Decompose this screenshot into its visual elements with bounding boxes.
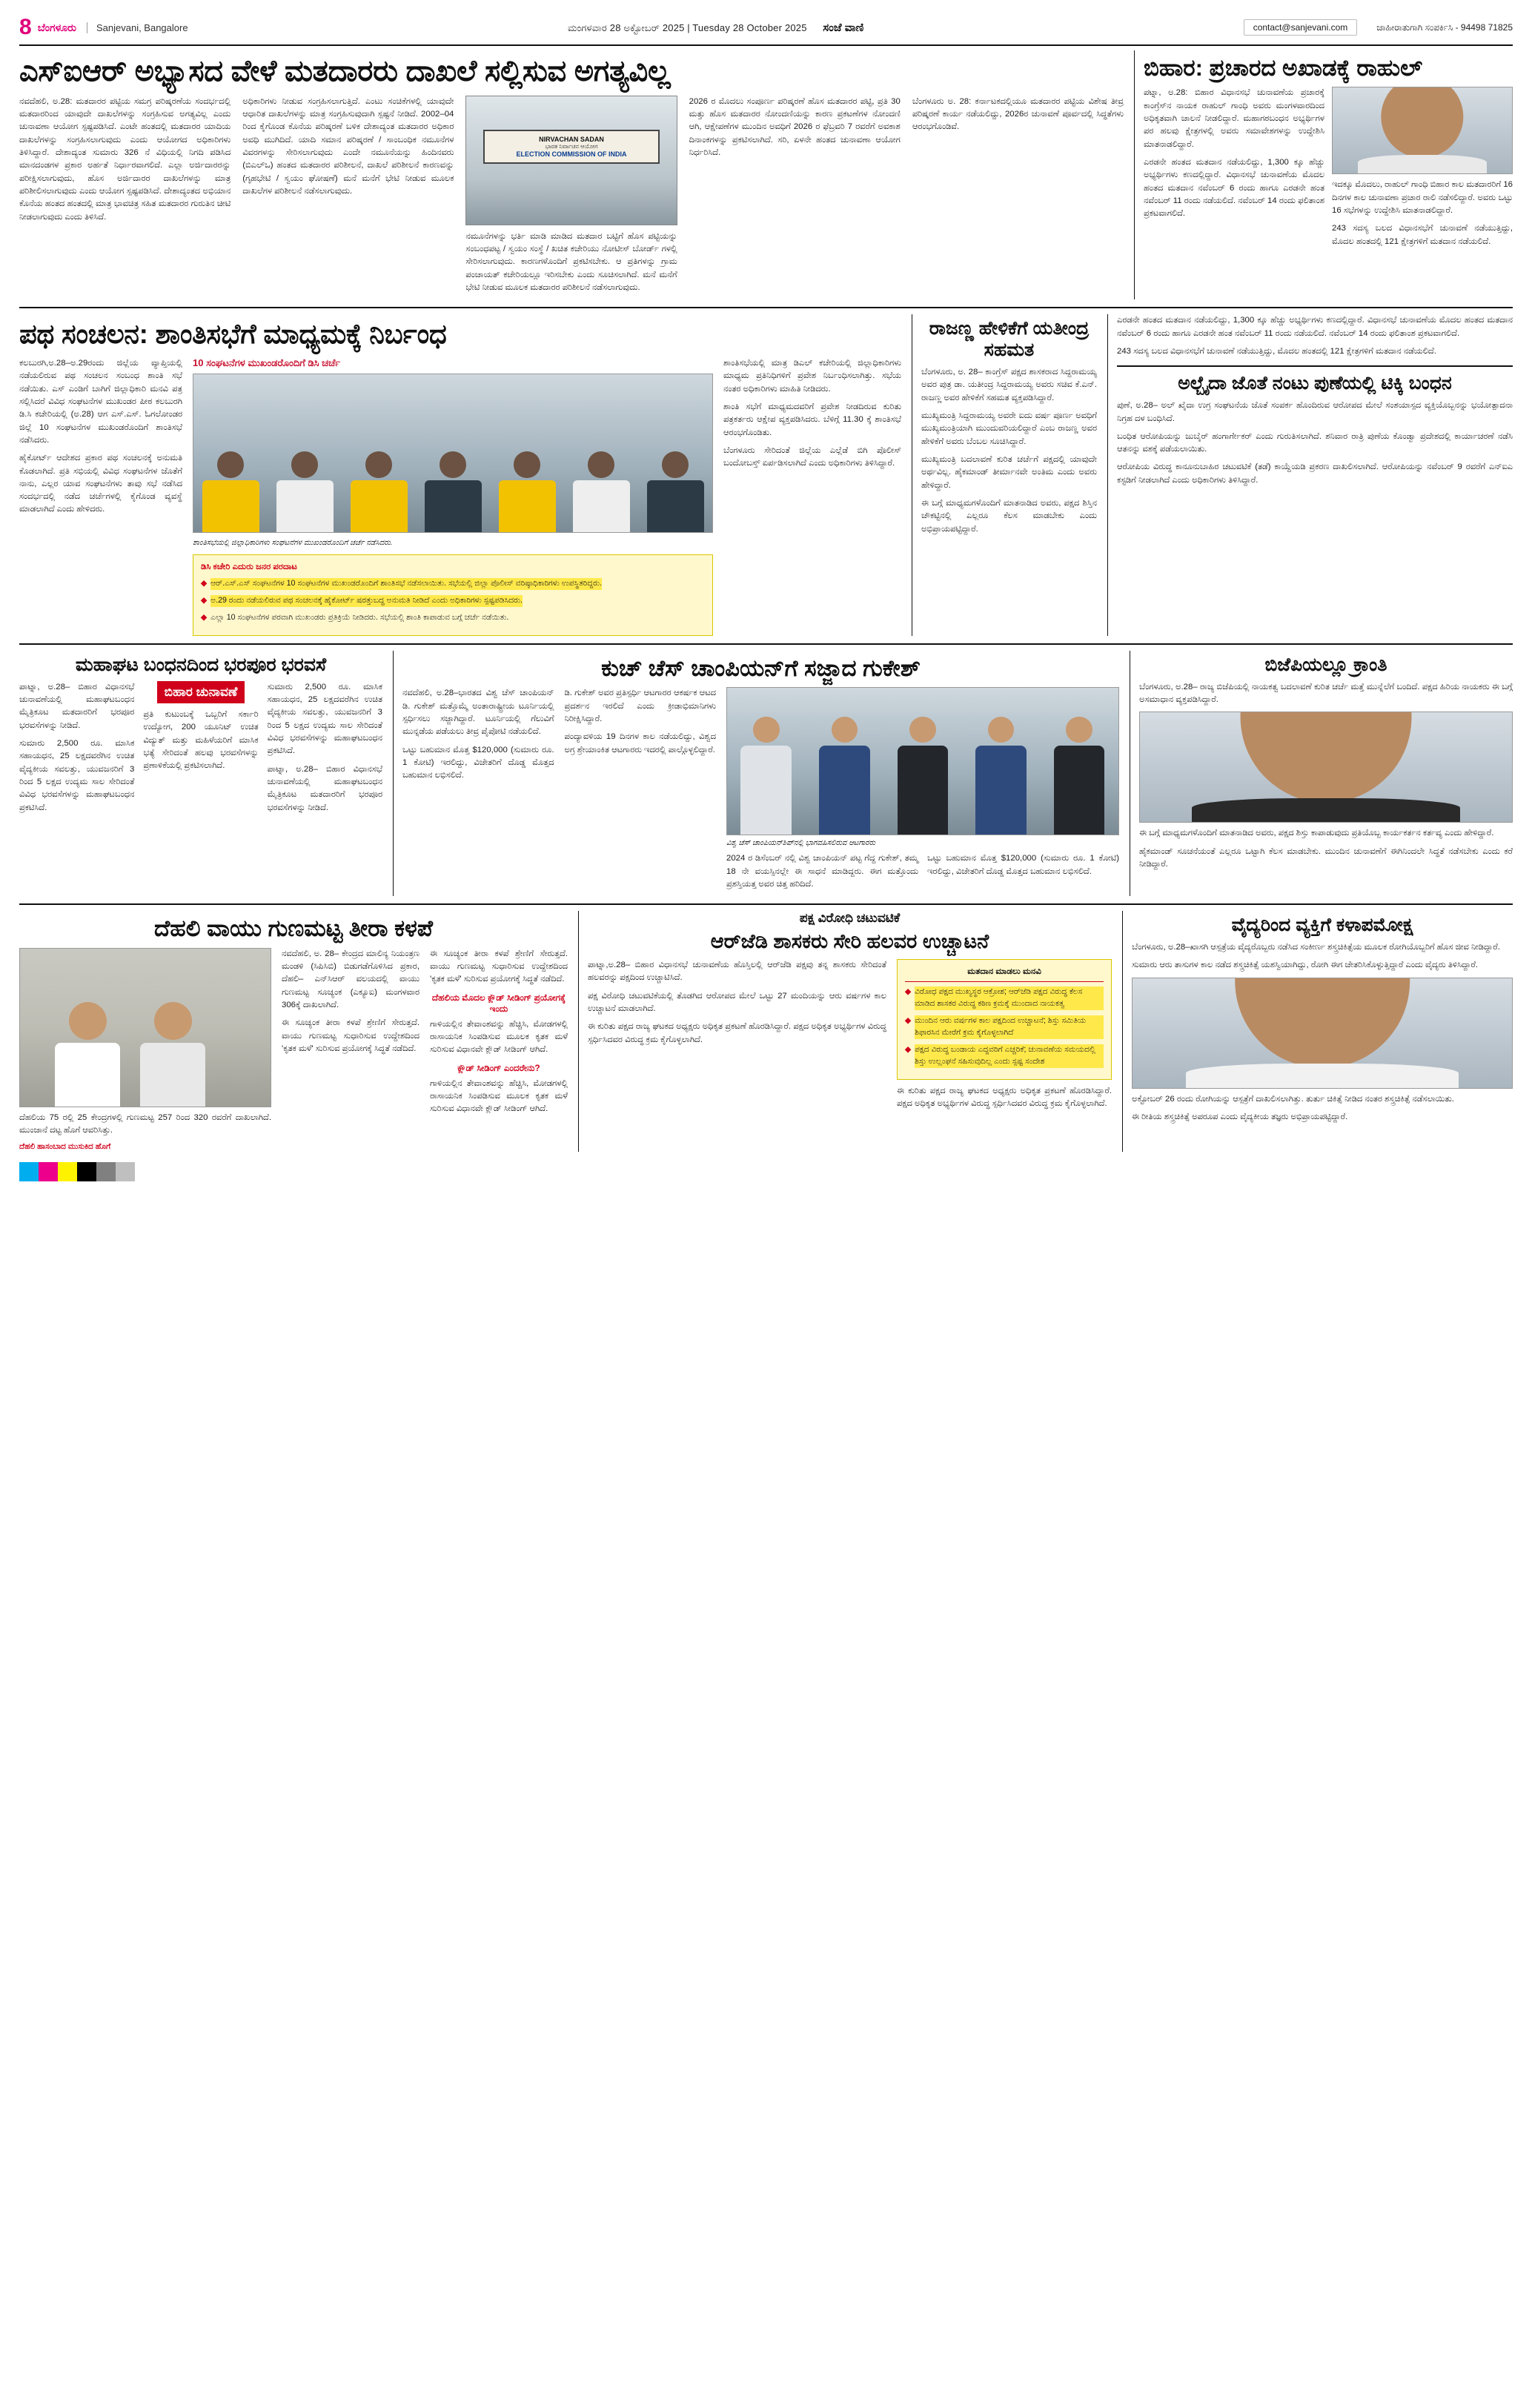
opp-col-1: ಪಾಟ್ನಾ,ಅ.28– ಬಿಹಾರ ವಿಧಾನಸಭೆ ಚುನಾವಣೆಯ ಹೊಸ್ತಿಲಲ್ಲಿ ಆರ್‌ಜೆಡಿ ಪಕ್ಷವು ತನ್ನ ಶಾಸಕರು ಸೇರಿದಂತೆ ಹಲವರನ್ನು ಪಕ್ಷದಿಂದ ಉಚ್ಚಾಟಿಸಿದೆ. ಪಕ್ಷ ವಿರೋಧಿ ಚಟುವಟಿಕೆಯಲ್ಲಿ ತೊಡಗಿದ ಆರೋಪದ ಮೇಲೆ ಒಟ್ಟು 27 ಮಂದಿಯನ್ನು ಆರು ವರ್ಷಗಳ ಕಾಲ ಉಚ್ಚಾಟನೆ ಮಾಡಲಾಗಿದೆ. ಈ ಕುರಿತು ಪಕ್ಷದ ರಾಜ್ಯ ಘಟಕದ ಅಧ್ಯಕ್ಷರು ಅಧಿಕೃತ ಪ್ರಕಟಣೆ ಹೊರಡಿಸಿದ್ದಾರೆ. ಪಕ್ಷದ ಅಧಿಕೃತ ಅಭ್ಯರ್ಥಿಗಳ ವಿರುದ್ಧ ಸ್ಪರ್ಧಿಸಿದವರ ವಿರುದ್ಧ ಕ್ರಮ ಕೈಗೊಳ್ಳಲಾಗಿದೆ. — [588, 961, 886, 1044]
lead-col-1: ನವದೆಹಲಿ, ಅ.28: ಮತದಾರರ ಪಟ್ಟಿಯ ಸಮಗ್ರ ಪರಿಷ್ಕರಣೆಯ ಸಂದರ್ಭದಲ್ಲಿ ಮತದಾರರಿಂದ ಯಾವುದೇ ದಾಖಲೆಗಳನ್ನು ಸಂಗ್ರಹಿಸುವ ಅಗತ್ಯವಿಲ್ಲ ಎಂದು ಚುನಾವಣಾ ಆಯೋಗ ಸ್ಪಷ್ಟಪಡಿಸಿದೆ. ಎಂಟೇ ಹಂತದಲ್ಲಿ ಮತದಾರರ ಯಾದಿಯ ದಾಖಲೆಗಳನ್ನು ಸಂಗ್ರಹಿಸಲಾಗುವುದು ಎಂದು ಆಯೋಗದ ಅಧಿಕಾರಿಗಳು ತಿಳಿಸಿದ್ದಾರೆ. ದೇಶಾದ್ಯಂತ ಸುಮಾರು 326 ನೆ ವಿಧಿಯಲ್ಲಿ ನಿಗದಿ ಪಡಿಸಿದ ಮಾನದಂಡಗಳ ಪ್ರಕಾರ ಅರ್ಹತೆ ನಿರ್ಧಾರವಾಗಲಿದೆ. ಎಲ್ಲಾ ಅರ್ಜಿದಾರರನ್ನು ಪರೀಕ್ಷಿಸಲಾಗುವುದು, ಹೊಸ ಅರ್ಜಿದಾರರ ದಾಖಲೆಗಳನ್ನು ಮಾತ್ರ ಪರಿಶೀಲಿಸಲಾಗುವುದು ಎಂದು ಆಯೋಗ ಸ್ಪಷ್ಟಪಡಿಸಿದೆ. ದೇಶಾದ್ಯಂತದ ಅಭಿಯಾನ ಕೊನೆಯ ಹಂತದ ಹಂತದಲ್ಲಿ ಮಾತ್ರ ಭಾವಚಿತ್ರ ಸಹಿತ ಮತದಾರರ ಗುರುತಿನ ಚೀಟಿ ನೀಡಲಾಗುವುದು ಎಂದು ತಿಳಿಸಿದೆ. — [19, 96, 231, 222]
infobox-bullet-text: ಆರ್.ಎಸ್.ಎಸ್ ಸಂಘಟನೆಗಳ 10 ಸಂಘಟನೆಗಳ ಮುಖಂಡರೊಂದಿಗೆ ಶಾಂತಿಸಭೆ ನಡೆಸಲಾಯಿತು. ಸಭೆಯಲ್ಲಿ ಜಿಲ್ಲಾ ಪೊಲೀಸ್ ವರಿಷ್ಠಾಧಿಕಾರಿಗಳು ಉಪಸ್ಥಿತರಿದ್ದರು. — [210, 578, 602, 590]
infobox-bullet-text: ಎಲ್ಲಾ 10 ಸಂಘಟನೆಗಳ ಪರವಾಗಿ ಮುಖಂಡರು ಪ್ರತಿಕ್ರಿಯೆ ನೀಡಿದರು. ಸಭೆಯಲ್ಲಿ ಶಾಂತಿ ಕಾಪಾಡುವ ಬಗ್ಗೆ ಚರ್ಚೆ ನಡೆಯಿತು. — [210, 613, 509, 623]
masthead-date-english: Tuesday 28 October 2025 — [692, 21, 807, 33]
delhi-air-story — [19, 911, 568, 1152]
bullet-marker-icon: ◆ — [201, 596, 208, 606]
bihar-rahul-col-1: ಪಟ್ನಾ, ಅ.28: ಬಿಹಾರ ವಿಧಾನಸಭೆ ಚುನಾವಣೆಯ ಪ್ರಚಾರಕ್ಕೆ ಕಾಂಗ್ರೆಸ್‌ನ ನಾಯಕ ರಾಹುಲ್ ಗಾಂಧಿ ಅವರು ಮಂಗಳವಾರದಿಂದ ಅಧಿಕೃತವಾಗಿ ಚಾಲನೆ ನೀಡಲಿದ್ದಾರೆ. ಮಹಾಗಠಬಂಧನ ಅಭ್ಯರ್ಥಿಗಳ ಪರ ಹಲವು ಕ್ಷೇತ್ರಗಳಲ್ಲಿ ಅವರು ಸಮಾವೇಶಗಳನ್ನು ಉದ್ದೇಶಿಸಿ ಮಾತನಾಡಲಿದ್ದಾರೆ. ಎರಡನೇ ಹಂತದ ಮತದಾನ ನಡೆಯಲಿದ್ದು, 1,300 ಕ್ಕೂ ಹೆಚ್ಚು ಅಭ್ಯರ್ಥಿಗಳು ಕಣದಲ್ಲಿದ್ದಾರೆ. ವಿಧಾನಸಭೆ ಚುನಾವಣೆಯ ಮೊದಲ ಹಂತದ ಮತದಾನ ನವೆಂಬರ್ 6 ರಂದು ಹಾಗೂ ಎರಡನೇ ಹಂತ ನವೆಂಬರ್ 11 ರಂದು ನಡೆಯಲಿದೆ. ನವೆಂಬರ್ 14 ರಂದು ಫಲಿತಾಂಶ ಪ್ರಕಟವಾಗಲಿದೆ. — [1144, 88, 1324, 219]
eci-sign-line1: NIRVACHAN SADAN — [539, 135, 604, 143]
alvida-headline: ಅಲ್ಬೈದಾ ಜೊತೆ ನಂಟು ಪುಣೆಯಲ್ಲಿ ಟಿಕ್ಕಿ ಬಂಧನ — [1178, 373, 1452, 394]
traffic-col-3: ಶಾಂತಿಸಭೆಯಲ್ಲಿ ಮಾತ್ರ ಡಿಎಲ್ ಕಚೇರಿಯಲ್ಲಿ ಜಿಲ್ಲಾಧಿಕಾರಿಗಳು ಮಾಧ್ಯಮ ಪ್ರತಿನಿಧಿಗಳಿಗೆ ಪ್ರವೇಶ ನಿರ್ಬಂಧಿಸಲಾಗಿತ್ತು. ಸಭೆಯ ನಂತರ ಅಧಿಕಾರಿಗಳು ಮಾಹಿತಿ ನೀಡಿದರು. ಶಾಂತಿ ಸಭೆಗೆ ಮಾಧ್ಯಮದವರಿಗೆ ಪ್ರವೇಶ ನೀಡದಿರುವ ಕುರಿತು ಪತ್ರಕರ್ತರು ಆಕ್ಷೇಪ ವ್ಯಕ್ತಪಡಿಸಿದರು. ಬೆಳಿಗ್ಗೆ 11.30 ಕ್ಕೆ ಶಾಂತಿಸಭೆ ಆರಂಭಗೊಂಡಿತು. ಬೆಂಗಳೂರು ಸೇರಿದಂತೆ ಜಿಲ್ಲೆಯ ಎಲ್ಲೆಡೆ ಬಿಗಿ ಪೊಲೀಸ್ ಬಂದೋಬಸ್ತ್ ಏರ್ಪಡಿಸಲಾಗಿದೆ ಎಂದು ಅಧಿಕಾರಿಗಳು ತಿಳಿಸಿದ್ದಾರೆ. — [723, 358, 901, 468]
delhi-air-headline: ದೆಹಲಿ ವಾಯು ಗುಣಮಟ್ಟ ತೀರಾ ಕಳಪೆ — [153, 915, 433, 942]
opposition-headline: ಆರ್‌ಜೆಡಿ ಶಾಸಕರು ಸೇರಿ ಹಲವರ ಉಚ್ಚಾಟನೆ — [710, 930, 989, 953]
chess-players-photo — [726, 687, 1119, 835]
doctor-headline: ವೈದ್ಯರಿಂದ ವ್ಯಕ್ತಿಗೆ ಕಳಾಪಮೋಕ್ಷ — [1231, 915, 1413, 936]
chess-photo-col: ವಿಶ್ವ ಚೆಸ್ ಚಾಂಪಿಯನ್‌ಶಿಪ್‌ನಲ್ಲಿ ಭಾಗವಹಿಸಲಿರುವ ಆಟಗಾರರು 2024 ರ ಡಿಸೆಂಬರ್ ನಲ್ಲಿ ವಿಶ್ವ ಚಾಂಪಿಯನ್ ಪಟ್ಟ ಗೆದ್ದ ಗುಕೇಶ್, ತಮ್ಮ 18 ನೇ ವಯಸ್ಸಿನಲ್ಲೇ ಈ ಸಾಧನೆ ಮಾಡಿದ್ದರು. ಈಗ ಮತ್ತೊಂದು ಪ್ರಶಸ್ತಿಯತ್ತ ಅವರ ಚಿತ್ತ ಹರಿದಿದೆ. ಒಟ್ಟು ಬಹುಮಾನ ಮೊತ್ತ $120,000 (ಸುಮಾರು ರೂ. 1 ಕೋಟಿ) ಇರಲಿದ್ದು, ವಿಜೇತರಿಗೆ ದೊಡ್ಡ ಮೊತ್ತದ ಬಹುಮಾನ ಲಭಿಸಲಿದೆ. — [726, 687, 1119, 896]
color-swatch-cyan — [19, 1162, 39, 1181]
chess-story — [393, 651, 1119, 896]
doctor-portrait — [1132, 978, 1513, 1089]
infobox-bullet — [201, 578, 705, 590]
bjp-body-1: ಬೆಂಗಳೂರು, ಅ.28– ರಾಜ್ಯ ಬಿಜೆಪಿಯಲ್ಲಿ ನಾಯಕತ್ವ ಬದಲಾವಣೆ ಕುರಿತ ಚರ್ಚೆ ಮತ್ತೆ ಮುನ್ನೆಲೆಗೆ ಬಂದಿದೆ. ಪಕ್ಷದ ಹಿರಿಯ ನಾಯಕರು ಈ ಬಗ್ಗೆ ಅಸಮಾಧಾನ ವ್ಯಕ್ತಪಡಿಸಿದ್ದಾರೆ. — [1139, 682, 1513, 705]
eci-sign-line2: ಭಾರತ ನಿರ್ವಾಚನ ಆಯೋಗ — [545, 142, 598, 150]
infobox-title: ಡಿಸಿ ಕಚೇರಿ ಎದುರು ಜನರ ಪರದಾಟ — [201, 563, 297, 572]
shanti-sabha-photo — [193, 374, 713, 533]
opp-box-bullet — [905, 1044, 1104, 1068]
lead-headline: ಎಸ್‌ಐಆರ್ ಅಭ್ಯಾಸದ ವೇಳೆ ಮತದಾರರು ದಾಖಲೆ ಸಲ್ಲಿಸುವ ಅಗತ್ಯವಿಲ್ಲ — [19, 55, 671, 87]
rahul-gandhi-portrait — [1332, 87, 1513, 174]
opp-box-bullet-text: ವಿರೋಧ ಪಕ್ಷದ ಮುಖ್ಯಸ್ಥರ ಆಕ್ರೋಶ; ಆರ್‌ಜೆಡಿ ಪಕ್ಷದ ವಿರುದ್ಧ ಕೆಲಸ ಮಾಡಿದ ಶಾಸಕರ ವಿರುದ್ಧ ಕಠಿಣ ಕ್ರಮಕ್ಕೆ ಮುಂದಾದ ನಾಯಕತ್ವ — [915, 986, 1104, 1010]
bjp-body-2: ಈ ಬಗ್ಗೆ ಮಾಧ್ಯಮಗಳೊಂದಿಗೆ ಮಾತನಾಡಿದ ಅವರು, ಪಕ್ಷದ ಶಿಸ್ತು ಕಾಪಾಡುವುದು ಪ್ರತಿಯೊಬ್ಬ ಕಾರ್ಯಕರ್ತನ ಕರ್ತವ್ಯ ಎಂದು ಹೇಳಿದ್ದಾರೆ. ಹೈಕಮಾಂಡ್ ಸೂಚನೆಯಂತೆ ಎಲ್ಲರೂ ಒಟ್ಟಾಗಿ ಕೆಲಸ ಮಾಡಬೇಕು. ಮುಂದಿನ ಚುನಾವಣೆಗೆ ಈಗಿನಿಂದಲೇ ಸಿದ್ಧತೆ ನಡೆಸಬೇಕು ಎಂದು ಕರೆ ನೀಡಿದ್ದಾರೆ. — [1139, 829, 1513, 869]
opp-box-title: ಮತದಾನ ಮಾಡಲು ಮನವಿ — [905, 966, 1104, 982]
color-swatch-black — [77, 1162, 96, 1181]
infobox-bullet-text: ಅ.29 ರಂದು ನಡೆಯಲಿರುವ ಪಥ ಸಂಚಲನಕ್ಕೆ ಹೈಕೋರ್ಟ್ ಷರತ್ತುಬದ್ಧ ಅನುಮತಿ ನೀಡಿದೆ ಎಂದು ಅಧಿಕಾರಿಗಳು ಸ್ಪಷ್ಟಪಡಿಸಿದರು. — [210, 595, 523, 607]
maharashtra-story — [19, 651, 382, 896]
color-swatch-gray — [96, 1162, 116, 1181]
chess-headline: ಕುಚ್ ಚೆಸ್ ಚಾಂಪಿಯನ್‌ಗೆ ಸಜ್ಜಾದ ಗುಕೇಶ್ — [601, 654, 921, 681]
lead-col-4: 2026 ರ ಮೊದಲು ಸಂಪೂರ್ಣ ಪರಿಷ್ಕರಣೆ ಹೊಸ ಮತದಾರರ ಪಟ್ಟಿ, ಪ್ರತಿ 30 ಮತ್ತು ಹೊಸ ಮತದಾರರ ನೋಂದಣಿಯನ್ನು ಕಾರಣ ಪ್ರಕಟಣೆಗಳ ನೋಂದಣಿ ಆಗಿ, ಆಕ್ಷೇಪಣೆಗಳ ಮುಂದಿನ ಅವಧಿಗೆ 2026 ರ ಫೆಬ್ರವರಿ 7 ರವರೆಗೆ ಅವಕಾಶ ದಿನಾಂಕಗಳನ್ನು ಪ್ರಕಟಿಸಲಾಗಿದೆ. ಸರಿ, ಏಳನೇ ಹಂತದ ಚುನಾವಣಾ ಆಯೋಗ ನಿರ್ಧರಿಸಿದೆ. — [689, 96, 901, 158]
doctor-story — [1122, 911, 1513, 1152]
color-swatch-yellow — [58, 1162, 77, 1181]
chess-col-1: ನವದೆಹಲಿ, ಅ.28–ಭಾರತದ ವಿಶ್ವ ಚೆಸ್ ಚಾಂಪಿಯನ್ ಡಿ. ಗುಕೇಶ್ ಮತ್ತೊಮ್ಮೆ ಅಂತಾರಾಷ್ಟ್ರೀಯ ಟೂರ್ನಿಯಲ್ಲಿ ಸ್ಪರ್ಧಿಸಲು ಸಜ್ಜಾಗಿದ್ದಾರೆ. ಟೂರ್ನಿಯಲ್ಲಿ ಗೆಲುವಿಗೆ ಮುನ್ನಡೆಯ ಪಡೆಯಲು ತೀವ್ರ ಪೈಪೋಟಿ ನಡೆಯಲಿದೆ. ಒಟ್ಟು ಬಹುಮಾನ ಮೊತ್ತ $120,000 (ಸುಮಾರು ರೂ. 1 ಕೋಟಿ) ಇರಲಿದ್ದು, ವಿಜೇತರಿಗೆ ದೊಡ್ಡ ಮೊತ್ತದ ಬಹುಮಾನ ಲಭಿಸಲಿದೆ. — [402, 689, 554, 780]
lead-col-2: ಅಧಿಕಾರಿಗಳು ನೀಡುವ ಸಂಗ್ರಹಿಸಲಾಗುತ್ತಿದೆ. ಎಂಟು ಸಂಚಿಕೆಗಳಲ್ಲಿ ಯಾವುದೇ ಆಧಾರಿತ ದಾಖಲೆಗಳನ್ನು ಮಾತ್ರ ಸಂಗ್ರಹಿಸುವುದಾಗಿ ಸ್ಪಷ್ಟನೆ ನೀಡಿದೆ. 2002–04 ರಿಂದ ಕೈಗೊಂಡ ಕೊನೆಯ ಪರಿಷ್ಕರಣೆ ಬಳಿಕ ದೇಶಾದ್ಯಂತ ಮತದಾರರ ಅಧಿಕಾರ ಅವಧಿ ಮುಗಿದಿದೆ. ಯಾದಿ ಸಮಾನ ಪರಿಷ್ಕರಣೆ / ಸಾಂಬಂಧಿಕ ನಮೂನೆಗಳ ವಿವರಗಳನ್ನು ಸೇರಿಸಲಾಗುವುದು ಎಂದೇ ನಮೂನೆಯನ್ನು ಹಿಂದಿನವರು (ಬಿಎಲ್‌ಒ) ಹಂತದ ಮತದಾರರ ಪರಿಶೀಲನೆ, ದಾಖಲೆ ಪರಿಶೀಲನೆ ಕಾರಣವನ್ನು (ಗೃಹಭೇಟಿ / ಸ್ವಯಂ ಘೋಷಣೆ) ಮನೆ ಮನೆಗೆ ಭೇಟಿ ನೀಡುವ ಮೂಲಕ ದಾಖಲೆಗಳ ಪರಿಶೀಲನೆ ನಡೆಸಲಾಗುವುದು. — [242, 96, 454, 196]
bjp-headline: ಬಿಜೆಪಿಯಲ್ಲೂ ಕ್ರಾಂತಿ — [1264, 654, 1387, 675]
registration-color-bar — [19, 1162, 1513, 1181]
delhi-air-subhead-1: ದೆಹಲಿಯ ಮೊದಲ ಕ್ಲೌಡ್ ಸೀಡಿಂಗ್ ಪ್ರಯೋಗಕ್ಕೆ ಇಂದು — [431, 992, 566, 1014]
bihar-rahul-headline: ಬಿಹಾರ: ಪ್ರಚಾರದ ಅಖಾಡಕ್ಕೆ ರಾಹುಲ್ — [1144, 55, 1423, 81]
rajanna-story — [912, 314, 1097, 636]
delhi-col-3: ಈ ಸೂಚ್ಯಂಕ ತೀರಾ ಕಳಪೆ ಶ್ರೇಣಿಗೆ ಸೇರುತ್ತದೆ. ವಾಯು ಗುಣಮಟ್ಟ ಸುಧಾರಿಸುವ ಉದ್ದೇಶದಿಂದ 'ಕೃತಕ ಮಳೆ' ಸುರಿಸುವ ಪ್ರಯೋಗಕ್ಕೆ ಸಿದ್ಧತೆ ನಡೆದಿದೆ. ದೆಹಲಿಯ ಮೊದಲ ಕ್ಲೌಡ್ ಸೀಡಿಂಗ್ ಪ್ರಯೋಗಕ್ಕೆ ಇಂದು ಗಾಳಿಯಲ್ಲಿನ ತೇವಾಂಶವನ್ನು ಹೆಚ್ಚಿಸಿ, ಮೋಡಗಳಲ್ಲಿ ರಾಸಾಯನಿಕ ಸಿಂಪಡಿಸುವ ಮೂಲಕ ಕೃತಕ ಮಳೆ ಸುರಿಸುವ ವಿಧಾನವೇ ಕ್ಲೌಡ್ ಸೀಡಿಂಗ್ ಆಗಿದೆ. ಕ್ಲೌಡ್ ಸೀಡಿಂಗ್ ಎಂದರೇನು? ಗಾಳಿಯಲ್ಲಿನ ತೇವಾಂಶವನ್ನು ಹೆಚ್ಚಿಸಿ, ಮೋಡಗಳಲ್ಲಿ ರಾಸಾಯನಿಕ ಸಿಂಪಡಿಸುವ ಮೂಲಕ ಕೃತಕ ಮಳೆ ಸುರಿಸುವ ವಿಧಾನವೇ ಕ್ಲೌಡ್ ಸೀಡಿಂಗ್ ಆಗಿದೆ. — [430, 949, 568, 1114]
maha-col-2: ಬಿಹಾರ ಚುನಾವಣೆ ಪ್ರತಿ ಕುಟುಂಬಕ್ಕೆ ಒಬ್ಬರಿಗೆ ಸರ್ಕಾರಿ ಉದ್ಯೋಗ, 200 ಯೂನಿಟ್ ಉಚಿತ ವಿದ್ಯುತ್ ಮತ್ತು ಮಹಿಳೆಯರಿಗೆ ಮಾಸಿಕ ಭತ್ಯೆ ಸೇರಿದಂತೆ ಹಲವು ಭರವಸೆಗಳನ್ನು ಪ್ರಣಾಳಿಕೆಯಲ್ಲಿ ಪ್ರಕಟಿಸಲಾಗಿದೆ. — [143, 681, 258, 820]
bihar-rahul-continuation: ಎರಡನೇ ಹಂತದ ಮತದಾನ ನಡೆಯಲಿದ್ದು, 1,300 ಕ್ಕೂ ಹೆಚ್ಚು ಅಭ್ಯರ್ಥಿಗಳು ಕಣದಲ್ಲಿದ್ದಾರೆ. ವಿಧಾನಸಭೆ ಚುನಾವಣೆಯ ಮೊದಲ ಹಂತದ ಮತದಾನ ನವೆಂಬರ್ 6 ರಂದು ಹಾಗೂ ಎರಡನೇ ಹಂತ ನವೆಂಬರ್ 11 ರಂದು ನಡೆಯಲಿದೆ. ನವೆಂಬರ್ 14 ರಂದು ಫಲಿತಾಂಶ ಪ್ರಕಟವಾಗಲಿದೆ. 243 ಸದಸ್ಯ ಬಲದ ವಿಧಾನಸಭೆಗೆ ಚುನಾವಣೆ ನಡೆಯುತ್ತಿದ್ದು, ಮೊದಲ ಹಂತದಲ್ಲಿ 121 ಕ್ಷೇತ್ರಗಳಿಗೆ ಮತದಾನ ನಡೆಯಲಿದೆ. — [1117, 316, 1513, 356]
masthead — [19, 16, 1513, 46]
top-section — [19, 50, 1513, 299]
logo-text: ಸಂಜೆ ವಾಣಿ — [823, 21, 864, 34]
right-column-2 — [1107, 314, 1513, 636]
opp-box-col: ಮತದಾನ ಮಾಡಲು ಮನವಿ ◆ ವಿರೋಧ ಪಕ್ಷದ ಮುಖ್ಯಸ್ಥರ ಆಕ್ರೋಶ; ಆರ್‌ಜೆಡಿ ಪಕ್ಷದ ವಿರುದ್ಧ ಕೆಲಸ ಮಾಡಿದ ಶಾಸಕರ ವಿರುದ್ಧ ಕಠಿಣ ಕ್ರಮಕ್ಕೆ ಮುಂದಾದ ನಾಯಕತ್ವ ◆ ಮುಂದಿನ ಆರು ವರ್ಷಗಳ ಕಾಲ ಪಕ್ಷದಿಂದ ಉಚ್ಚಾಟನೆ; ಶಿಸ್ತು ಸಮಿತಿಯ ಶಿಫಾರಸಿನ ಮೇರೆಗೆ ಕ್ರಮ ಕೈಗೊಳ್ಳಲಾಗಿದೆ ◆ ಪಕ್ಷದ ವಿರುದ್ಧ ಬಂಡಾಯ ಎದ್ದವರಿಗೆ ಎಚ್ಚರಿಕೆ; ಚುನಾವಣೆಯ ಸಮಯದಲ್ಲಿ ಶಿಸ್ತು ಉಲ್ಲಂಘನೆ ಸಹಿಸುವುದಿಲ್ಲ ಎಂದು ಸ್ಪಷ್ಟ ಸಂದೇಶ ಈ ಕುರಿತು ಪಕ್ಷದ ರಾಜ್ಯ ಘಟಕದ ಅಧ್ಯಕ್ಷರು ಅಧಿಕೃತ ಪ್ರಕಟಣೆ ಹೊರಡಿಸಿದ್ದಾರೆ. ಪಕ್ಷದ ಅಧಿಕೃತ ಅಭ್ಯರ್ಥಿಗಳ ವಿರುದ್ಧ ಸ್ಪರ್ಧಿಸಿದವರ ವಿರುದ್ಧ ಕ್ರಮ ಕೈಗೊಳ್ಳಲಾಗಿದೆ. — [897, 959, 1112, 1115]
traffic-infobox — [193, 554, 713, 636]
masthead-city: ಬೆಂಗಳೂರು — [37, 21, 76, 33]
opposition-story — [578, 911, 1112, 1152]
shanti-sabha-photo-caption: ಶಾಂತಿಸಭೆಯಲ್ಲಿ ಜಿಲ್ಲಾಧಿಕಾರಿಗಳು ಸಂಘಟನೆಗಳ ಮುಖಂಡರೊಂದಿಗೆ ಚರ್ಚೆ ನಡೆಸಿದರು. — [193, 538, 393, 547]
bjp-story — [1130, 651, 1513, 896]
eci-sign-line3: ELECTION COMMISSION OF INDIA — [516, 150, 627, 158]
bullet-marker-icon: ◆ — [905, 1044, 912, 1054]
traffic-col-1: ಕಲಬುರಗಿ,ಅ.28–ಅ.29ರಂದು ಜಿಲ್ಲೆಯ ವ್ಯಾಪ್ತಿಯಲ್ಲಿ ನಡೆಯಲಿರುವ ಪಥ ಸಂಚಲನ ಸಂಬಂಧ ಶಾಂತಿ ಸಭೆ ನಡೆಯಿತು. ಎಸ್ ಎಂಡಿಗೆ ಬಾಗಿಗೆ ಜಿಲ್ಲಾಧಿಕಾರಿ ಮನವಿ ಪತ್ರ ಸಲ್ಲಿಸಿದರೆ ವಿವಿಧ ಸಂಘಟನೆಗಳ ಮುಖಂಡರ ಪೀಠ ಕಲಬುರಗಿ ಡಿ.ಸಿ ಕಚೇರಿಯಲ್ಲಿ (ಅ.28) ಆಗ ಎಸ್.ಎಸ್. ಓಗಲೋಂಡರ ಜಿಲ್ಲೆ 10 ಸಂಘಟನೆಗಳ ಮುಖಂಡರೊಂದಿಗೆ ಶಾಂತಿಸಭೆ ನಡೆಸಿದರು. ಹೈಕೋರ್ಟ್ ಆದೇಶದ ಪ್ರಕಾರ ಪಥ ಸಂಚಲನಕ್ಕೆ ಅನುಮತಿ ಕೊಡಲಾಗಿದೆ. ಪ್ರತಿ ಸಭಿಯಲ್ಲಿ ವಿವಿಧ ಸಂಘಟನೆಗಳ ಜೊತೆಗೆ ನಾನು, ಎಲ್ಲರ ಯಾವ ಸಂಘಟನೆಗಳು ತಾವು ಸಭೆ ನಡೆಸಿದ ಸಂದರ್ಭದಲ್ಲಿ ನಡೆದ ಚರ್ಚೆಗಳಲ್ಲಿ ಕೈಗೊಂಡ ವ್ಯವಸ್ಥೆ ಮಾಡಲಾಗಿದೆ ಎಂದು ಹೇಳಿದರು. — [19, 358, 182, 514]
bihar-rahul-col-2: ಇದಕ್ಕೂ ಮೊದಲು, ರಾಹುಲ್ ಗಾಂಧಿ ಬಿಹಾರ ಕಾಲ ಮತದಾರರಿಗೆ 16 ದಿನಗಳ ಕಾಲ ಚುನಾವಣಾ ಪ್ರಚಾರ ರಾಲಿ ನಡೆಸಲಿದ್ದಾರೆ. ಅವರು ಒಟ್ಟು 16 ಸಭೆಗಳನ್ನು ಉದ್ದೇಶಿಸಿ ಮಾತನಾಡಲಿದ್ದಾರೆ. 243 ಸದಸ್ಯ ಬಲದ ವಿಧಾನಸಭೆಗೆ ಚುನಾವಣೆ ನಡೆಯುತ್ತಿದ್ದು, ಮೊದಲ ಹಂತದಲ್ಲಿ 121 ಕ್ಷೇತ್ರಗಳಿಗೆ ಮತದಾನ ನಡೆಯಲಿದೆ. — [1332, 87, 1513, 253]
contact-email[interactable]: contact@sanjevani.com — [1244, 19, 1358, 36]
traffic-kicker: 10 ಸಂಘಟನೆಗಳ ಮುಖಂಡರೊಂದಿಗೆ ಡಿಸಿ ಚರ್ಚೆ — [193, 356, 341, 368]
second-section — [19, 314, 1513, 636]
bullet-marker-icon: ◆ — [201, 579, 208, 588]
doctor-body-2: ಅಕ್ಟೋಬರ್ 26 ರಂದು ರೋಗಿಯನ್ನು ಆಸ್ಪತ್ರೆಗೆ ದಾಖಲಿಸಲಾಗಿತ್ತು. ತುರ್ತು ಚಿಕಿತ್ಸೆ ನೀಡಿದ ನಂತರ ಶಸ್ತ್ರಚಿಕಿತ್ಸೆ ನಡೆಸಲಾಯಿತು. ಈ ರೀತಿಯ ಶಸ್ತ್ರಚಿಕಿತ್ಸೆ ಅಪರೂಪ ಎಂದು ವೈದ್ಯಕೀಯ ತಜ್ಞರು ಅಭಿಪ್ರಾಯಪಟ್ಟಿದ್ದಾರೆ. — [1132, 1094, 1454, 1122]
page-number: 8 — [19, 15, 32, 39]
bullet-marker-icon: ◆ — [201, 613, 208, 623]
delhi-col-2: ನವದೆಹಲಿ, ಅ. 28– ಕೇಂದ್ರದ ಮಾಲಿನ್ಯ ನಿಯಂತ್ರಣ ಮಂಡಳಿ (ಸಿಪಿಸಿಬಿ) ಬಿಡುಗಡೆಗೊಳಿಸಿದ ಪ್ರಕಾರ, ದೆಹಲಿ– ಎನ್‌ಸಿಆರ್ ವಲಯದಲ್ಲಿ ವಾಯು ಗುಣಮಟ್ಟ ಸೂಚ್ಯಂಕ (ಎಕ್ಯೂಐ) ಮಂಗಳವಾರ 306ಕ್ಕೆ ದಾಖಲಾಗಿದೆ. ಈ ಸೂಚ್ಯಂಕ ತೀರಾ ಕಳಪೆ ಶ್ರೇಣಿಗೆ ಸೇರುತ್ತದೆ. ವಾಯು ಗುಣಮಟ್ಟ ಸುಧಾರಿಸುವ ಉದ್ದೇಶದಿಂದ 'ಕೃತಕ ಮಳೆ' ಸುರಿಸುವ ಪ್ರಯೋಗಕ್ಕೆ ಸಿದ್ಧತೆ ನಡೆದಿದೆ. — [282, 949, 420, 1053]
opposition-kicker: ಪಕ್ಷ ವಿರೋಧಿ ಚಟುವಟಿಕೆ — [799, 911, 901, 926]
traffic-story — [19, 314, 901, 636]
color-swatch-magenta — [39, 1162, 58, 1181]
fourth-section — [19, 911, 1513, 1152]
lead-story — [19, 50, 1124, 299]
chess-photo-caption: ವಿಶ್ವ ಚೆಸ್ ಚಾಂಪಿಯನ್‌ಶಿಪ್‌ನಲ್ಲಿ ಭಾಗವಹಿಸಲಿರುವ ಆಟಗಾರರು — [726, 839, 876, 848]
bjp-leader-portrait — [1139, 712, 1513, 823]
infobox-bullet — [201, 612, 705, 624]
masthead-center: ಮಂಗಳವಾರ 28 ಅಕ್ಟೋಬರ್ 2025 | Tuesday 28 October 2025 ಸಂಜೆ ವಾಣಿ — [567, 21, 864, 34]
eci-signboard — [483, 130, 660, 164]
color-swatch-lightgray — [116, 1162, 135, 1181]
traffic-mid — [193, 357, 713, 636]
masthead-edition: Sanjevani, Bangalore — [87, 22, 188, 33]
lead-col-3: NIRVACHAN SADAN ಭಾರತ ನಿರ್ವಾಚನ ಆಯೋಗ ELECTION COMMISSION OF INDIA ನಮೂನೆಗಳನ್ನು ಭರ್ತಿ ಮಾಡಿ ಮಾಡಿದ ಮತದಾರ ಬಟ್ಟಿಗೆ ಹೊಸ ಪಟ್ಟಿಯನ್ನು ಸಂಬಂಧಪಟ್ಟ / ಸ್ವಯಂ ಸಂಸ್ಥೆ / ಖಚಿತ ಕಚೇರಿಯು ನೋಟೀಸ್ ಬೋರ್ಡ್ ಗಳಲ್ಲಿ ಸೇರಿಸಲಾಗುವುದು. ಕಾರಣಗಳೊಂದಿಗೆ ಪ್ರಕಟಿಸಬೇಕು. ಆ ಪ್ರತಿಗಳನ್ನು ಗ್ರಾಮ ಪಂಚಾಯತ್ ಕಚೇರಿಯಲ್ಲೂ ಇರಿಸಬೇಕು ಎಂದು ಸೂಚಿಸಲಾಗಿದೆ. ಮನೆ ಮನೆಗೆ ಭೇಟಿ ನೀಡುವ ಮೂಲಕ ಮತದಾರರ ಪರಿಶೀಲನೆ ನಡೆಸಲಾಗುವುದು. — [465, 96, 677, 300]
lead-col-5: ಬೆಂಗಳೂರು ಅ. 28: ಕರ್ನಾಟಕದಲ್ಲಿಯೂ ಮತದಾರರ ಪಟ್ಟಿಯ ವಿಶೇಷ ತೀವ್ರ ಪರಿಷ್ಕರಣೆ ಕಾರ್ಯ ನಡೆಯಲಿದ್ದು, 2026ರ ಚುನಾವಣೆ ಪೂರ್ವದಲ್ಲಿ ಸಿದ್ಧತೆಗಳು ಆರಂಭಗೊಂಡಿವೆ. — [912, 96, 1124, 132]
right-sidebar — [1134, 50, 1513, 299]
opposition-infobox — [897, 959, 1112, 1080]
maharashtra-headline: ಮಹಾಘಟ ಬಂಧನದಿಂದ ಭರಪೂರ ಭರವಸೆ — [75, 654, 327, 675]
masthead-logo — [823, 21, 863, 34]
doctor-body-1: ಬೆಂಗಳೂರು, ಅ.28–ಖಾಸಗಿ ಆಸ್ಪತ್ರೆಯ ವೈದ್ಯರೊಬ್ಬರು ನಡೆಸಿದ ಸಂಕೀರ್ಣ ಶಸ್ತ್ರಚಿಕಿತ್ಸೆಯ ಮೂಲಕ ರೋಗಿಯೊಬ್ಬರಿಗೆ ಹೊಸ ಜೀವ ನೀಡಿದ್ದಾರೆ. ಸುಮಾರು ಆರು ತಾಸುಗಳ ಕಾಲ ನಡೆದ ಶಸ್ತ್ರಚಿಕಿತ್ಸೆ ಯಶಸ್ವಿಯಾಗಿದ್ದು, ರೋಗಿ ಈಗ ಚೇತರಿಸಿಕೊಳ್ಳುತ್ತಿದ್ದಾರೆ ಎಂದು ವೈದ್ಯರು ತಿಳಿಸಿದ್ದಾರೆ. — [1132, 943, 1500, 970]
ad-contact: ಜಾಹೀರಾತುಗಾಗಿ ಸಂಪರ್ಕಿಸಿ - 94498 71825 — [1376, 21, 1513, 33]
bullet-marker-icon: ◆ — [905, 1016, 912, 1026]
chess-col-2: ಡಿ. ಗುಕೇಶ್ ಅವರ ಪ್ರತಿಸ್ಪರ್ಧಿ ಆಟಗಾರರ ಆಕರ್ಷಕ ಆಟದ ಪ್ರದರ್ಶನ ಇರಲಿದೆ ಎಂದು ಕ್ರೀಡಾಭಿಮಾನಿಗಳು ನಿರೀಕ್ಷಿಸಿದ್ದಾರೆ. ಪಂದ್ಯಾವಳಿಯ 19 ದಿನಗಳ ಕಾಲ ನಡೆಯಲಿದ್ದು, ವಿಶ್ವದ ಅಗ್ರ ಶ್ರೇಯಾಂಕಿತ ಆಟಗಾರರು ಇದರಲ್ಲಿ ಪಾಲ್ಗೊಳ್ಳಲಿದ್ದಾರೆ. — [564, 689, 716, 754]
rajanna-body: ಬೆಂಗಳೂರು, ಅ. 28– ಕಾಂಗ್ರೆಸ್ ಪಕ್ಷದ ಶಾಸಕರಾದ ಸಿದ್ದರಾಮಯ್ಯ ಅವರ ಪುತ್ರ ಡಾ. ಯತೀಂದ್ರ ಸಿದ್ದರಾಮಯ್ಯ ಅವರು ಸಚಿವ ಕೆ.ಎನ್. ರಾಜಣ್ಣ ಅವರ ಹೇಳಿಕೆಗೆ ಸಹಮತ ವ್ಯಕ್ತಪಡಿಸಿದ್ದಾರೆ. ಮುಖ್ಯಮಂತ್ರಿ ಸಿದ್ದರಾಮಯ್ಯ ಅವರೇ ಐದು ವರ್ಷ ಪೂರ್ಣ ಅವಧಿಗೆ ಮುಖ್ಯಮಂತ್ರಿಯಾಗಿ ಮುಂದುವರಿಯಲಿದ್ದಾರೆ ಎಂಬ ರಾಜಣ್ಣ ಅವರ ಹೇಳಿಕೆಗೆ ಅವರು ಬೆಂಬಲ ಸೂಚಿಸಿದ್ದಾರೆ. ಮುಖ್ಯಮಂತ್ರಿ ಬದಲಾವಣೆ ಕುರಿತ ಚರ್ಚೆಗೆ ಪಕ್ಷದಲ್ಲಿ ಯಾವುದೇ ಅರ್ಥವಿಲ್ಲ. ಹೈಕಮಾಂಡ್ ತೀರ್ಮಾನವೇ ಅಂತಿಮ ಎಂದು ಅವರು ಹೇಳಿದ್ದಾರೆ. ಈ ಬಗ್ಗೆ ಮಾಧ್ಯಮಗಳೊಂದಿಗೆ ಮಾತನಾಡಿದ ಅವರು, ಪಕ್ಷದ ಶಿಸ್ತಿನ ಚೌಕಟ್ಟಿನಲ್ಲಿ ಎಲ್ಲರೂ ಕೆಲಸ ಮಾಡಬೇಕು ಎಂದು ಅಭಿಪ್ರಾಯಪಟ್ಟಿದ್ದಾರೆ. — [921, 367, 1097, 534]
eci-building-photo — [465, 96, 677, 225]
infobox-bullet — [201, 595, 705, 607]
masthead-date-kannada: ಮಂಗಳವಾರ 28 ಅಕ್ಟೋಬರ್ 2025 — [567, 21, 685, 33]
maha-col-1: ಪಾಟ್ನಾ, ಅ.28– ಬಿಹಾರ ವಿಧಾನಸಭೆ ಚುನಾವಣೆಯಲ್ಲಿ ಮಹಾಘಟಬಂಧನ ಮೈತ್ರಿಕೂಟ ಮತದಾರರಿಗೆ ಭರಪೂರ ಭರವಸೆಗಳನ್ನು ನೀಡಿದೆ. ಸುಮಾರು 2,500 ರೂ. ಮಾಸಿಕ ಸಹಾಯಧನ, 25 ಲಕ್ಷದವರೆಗಿನ ಉಚಿತ ವೈದ್ಯಕೀಯ ಸವಲತ್ತು, ಯುವಜನರಿಗೆ 3 ರಿಂದ 5 ಲಕ್ಷದ ಉದ್ಯಮ ಸಾಲ ಸೇರಿದಂತೆ ವಿವಿಧ ಭರವಸೆಗಳನ್ನು ಮಹಾಘಟಬಂಧನ ಪ್ರಕಟಿಸಿದೆ. — [19, 682, 135, 812]
bihar-election-tag: ಬಿಹಾರ ಚುನಾವಣೆ — [157, 681, 245, 703]
bullet-marker-icon: ◆ — [905, 987, 912, 997]
delhi-photo-col: ದೆಹಲಿಯ 75 ರಲ್ಲಿ 25 ಕೇಂದ್ರಗಳಲ್ಲಿ ಗುಣಮಟ್ಟ 257 ರಿಂದ 320 ರವರೆಗೆ ದಾಖಲಾಗಿದೆ. ಮುಂಜಾನೆ ದಟ್ಟ ಹೊಗೆ ಆವರಿಸಿತ್ತು. ದೆಹಲಿ ಹಾಸಂಬಾದ ಮುಸುಕಿದ ಹೊಗೆ — [19, 948, 271, 1152]
third-section — [19, 651, 1513, 896]
alvida-body: ಪುಣೆ, ಅ.28– ಅಲ್ ಖೈದಾ ಉಗ್ರ ಸಂಘಟನೆಯ ಜೊತೆ ಸಂಪರ್ಕ ಹೊಂದಿರುವ ಆರೋಪದ ಮೇಲೆ ಸಂಶಯಾಸ್ಪದ ವ್ಯಕ್ತಿಯೊಬ್ಬನನ್ನು ಭಯೋತ್ಪಾದನಾ ನಿಗ್ರಹ ದಳ ಬಂಧಿಸಿದೆ. ಬಂಧಿತ ಆರೋಪಿಯನ್ನು ಜುಬೈರ್ ಹಂಗಾರ್ಗೇಕರ್ ಎಂದು ಗುರುತಿಸಲಾಗಿದೆ. ಶನಿವಾರ ರಾತ್ರಿ ಪುಣೆಯ ಕೊಂಡ್ವಾ ಪ್ರದೇಶದಲ್ಲಿ ಕಾರ್ಯಾಚರಣೆ ನಡೆಸಿ ಆತನನ್ನು ವಶಕ್ಕೆ ಪಡೆಯಲಾಯಿತು. ಆರೋಪಿಯ ವಿರುದ್ಧ ಕಾನೂನುಬಾಹಿರ ಚಟುವಟಿಕೆ (ತಡೆ) ಕಾಯ್ದೆಯಡಿ ಪ್ರಕರಣ ದಾಖಲಿಸಲಾಗಿದೆ. ಆರೋಪಿಯನ್ನು ನವೆಂಬರ್ 9 ರವರೆಗೆ ಎನ್ಐಎ ಕಸ್ಟಡಿಗೆ ನೀಡಲಾಗಿದೆ ಎಂದು ಅಧಿಕಾರಿಗಳು ತಿಳಿಸಿದ್ದಾರೆ. — [1117, 401, 1513, 485]
traffic-headline: ಪಥ ಸಂಚಲನ: ಶಾಂತಿಸಭೆಗೆ ಮಾಧ್ಯಮಕ್ಕೆ ನಿರ್ಬಂಧ — [19, 319, 447, 350]
opp-box-bullet-text: ಪಕ್ಷದ ವಿರುದ್ಧ ಬಂಡಾಯ ಎದ್ದವರಿಗೆ ಎಚ್ಚರಿಕೆ; ಚುನಾವಣೆಯ ಸಮಯದಲ್ಲಿ ಶಿಸ್ತು ಉಲ್ಲಂಘನೆ ಸಹಿಸುವುದಿಲ್ಲ ಎಂದು ಸ್ಪಷ್ಟ ಸಂದೇಶ — [915, 1044, 1104, 1068]
masthead-right — [1244, 19, 1513, 36]
rajanna-headline: ರಾಜಣ್ಣ ಹೇಳಿಕೆಗೆ ಯತೀಂದ್ರ ಸಹಮತ — [929, 318, 1090, 361]
opp-box-bullet — [905, 1015, 1104, 1039]
opp-box-bullet — [905, 986, 1104, 1010]
maha-col-3: ಸುಮಾರು 2,500 ರೂ. ಮಾಸಿಕ ಸಹಾಯಧನ, 25 ಲಕ್ಷದವರೆಗಿನ ಉಚಿತ ವೈದ್ಯಕೀಯ ಸವಲತ್ತು, ಯುವಜನರಿಗೆ 3 ರಿಂದ 5 ಲಕ್ಷದ ಉದ್ಯಮ ಸಾಲ ಸೇರಿದಂತೆ ವಿವಿಧ ಭರವಸೆಗಳನ್ನು ಮಹಾಘಟಬಂಧನ ಪ್ರಕಟಿಸಿದೆ. ಪಾಟ್ನಾ, ಅ.28– ಬಿಹಾರ ವಿಧಾನಸಭೆ ಚುನಾವಣೆಯಲ್ಲಿ ಮಹಾಘಟಬಂಧನ ಮೈತ್ರಿಕೂಟ ಮತದಾರರಿಗೆ ಭರಪೂರ ಭರವಸೆಗಳನ್ನು ನೀಡಿದೆ. — [267, 682, 382, 812]
delhi-air-subhead-2: ಕ್ಲೌಡ್ ಸೀಡಿಂಗ್ ಎಂದರೇನು? — [457, 1062, 540, 1073]
delhi-smog-photo — [19, 948, 271, 1107]
delhi-air-subhead-3: ದೆಹಲಿ ಹಾಸಂಬಾದ ಮುಸುಕಿದ ಹೊಗೆ — [19, 1142, 111, 1152]
opp-box-bullet-text: ಮುಂದಿನ ಆರು ವರ್ಷಗಳ ಕಾಲ ಪಕ್ಷದಿಂದ ಉಚ್ಚಾಟನೆ; ಶಿಸ್ತು ಸಮಿತಿಯ ಶಿಫಾರಸಿನ ಮೇರೆಗೆ ಕ್ರಮ ಕೈಗೊಳ್ಳಲಾಗಿದೆ — [915, 1015, 1104, 1039]
